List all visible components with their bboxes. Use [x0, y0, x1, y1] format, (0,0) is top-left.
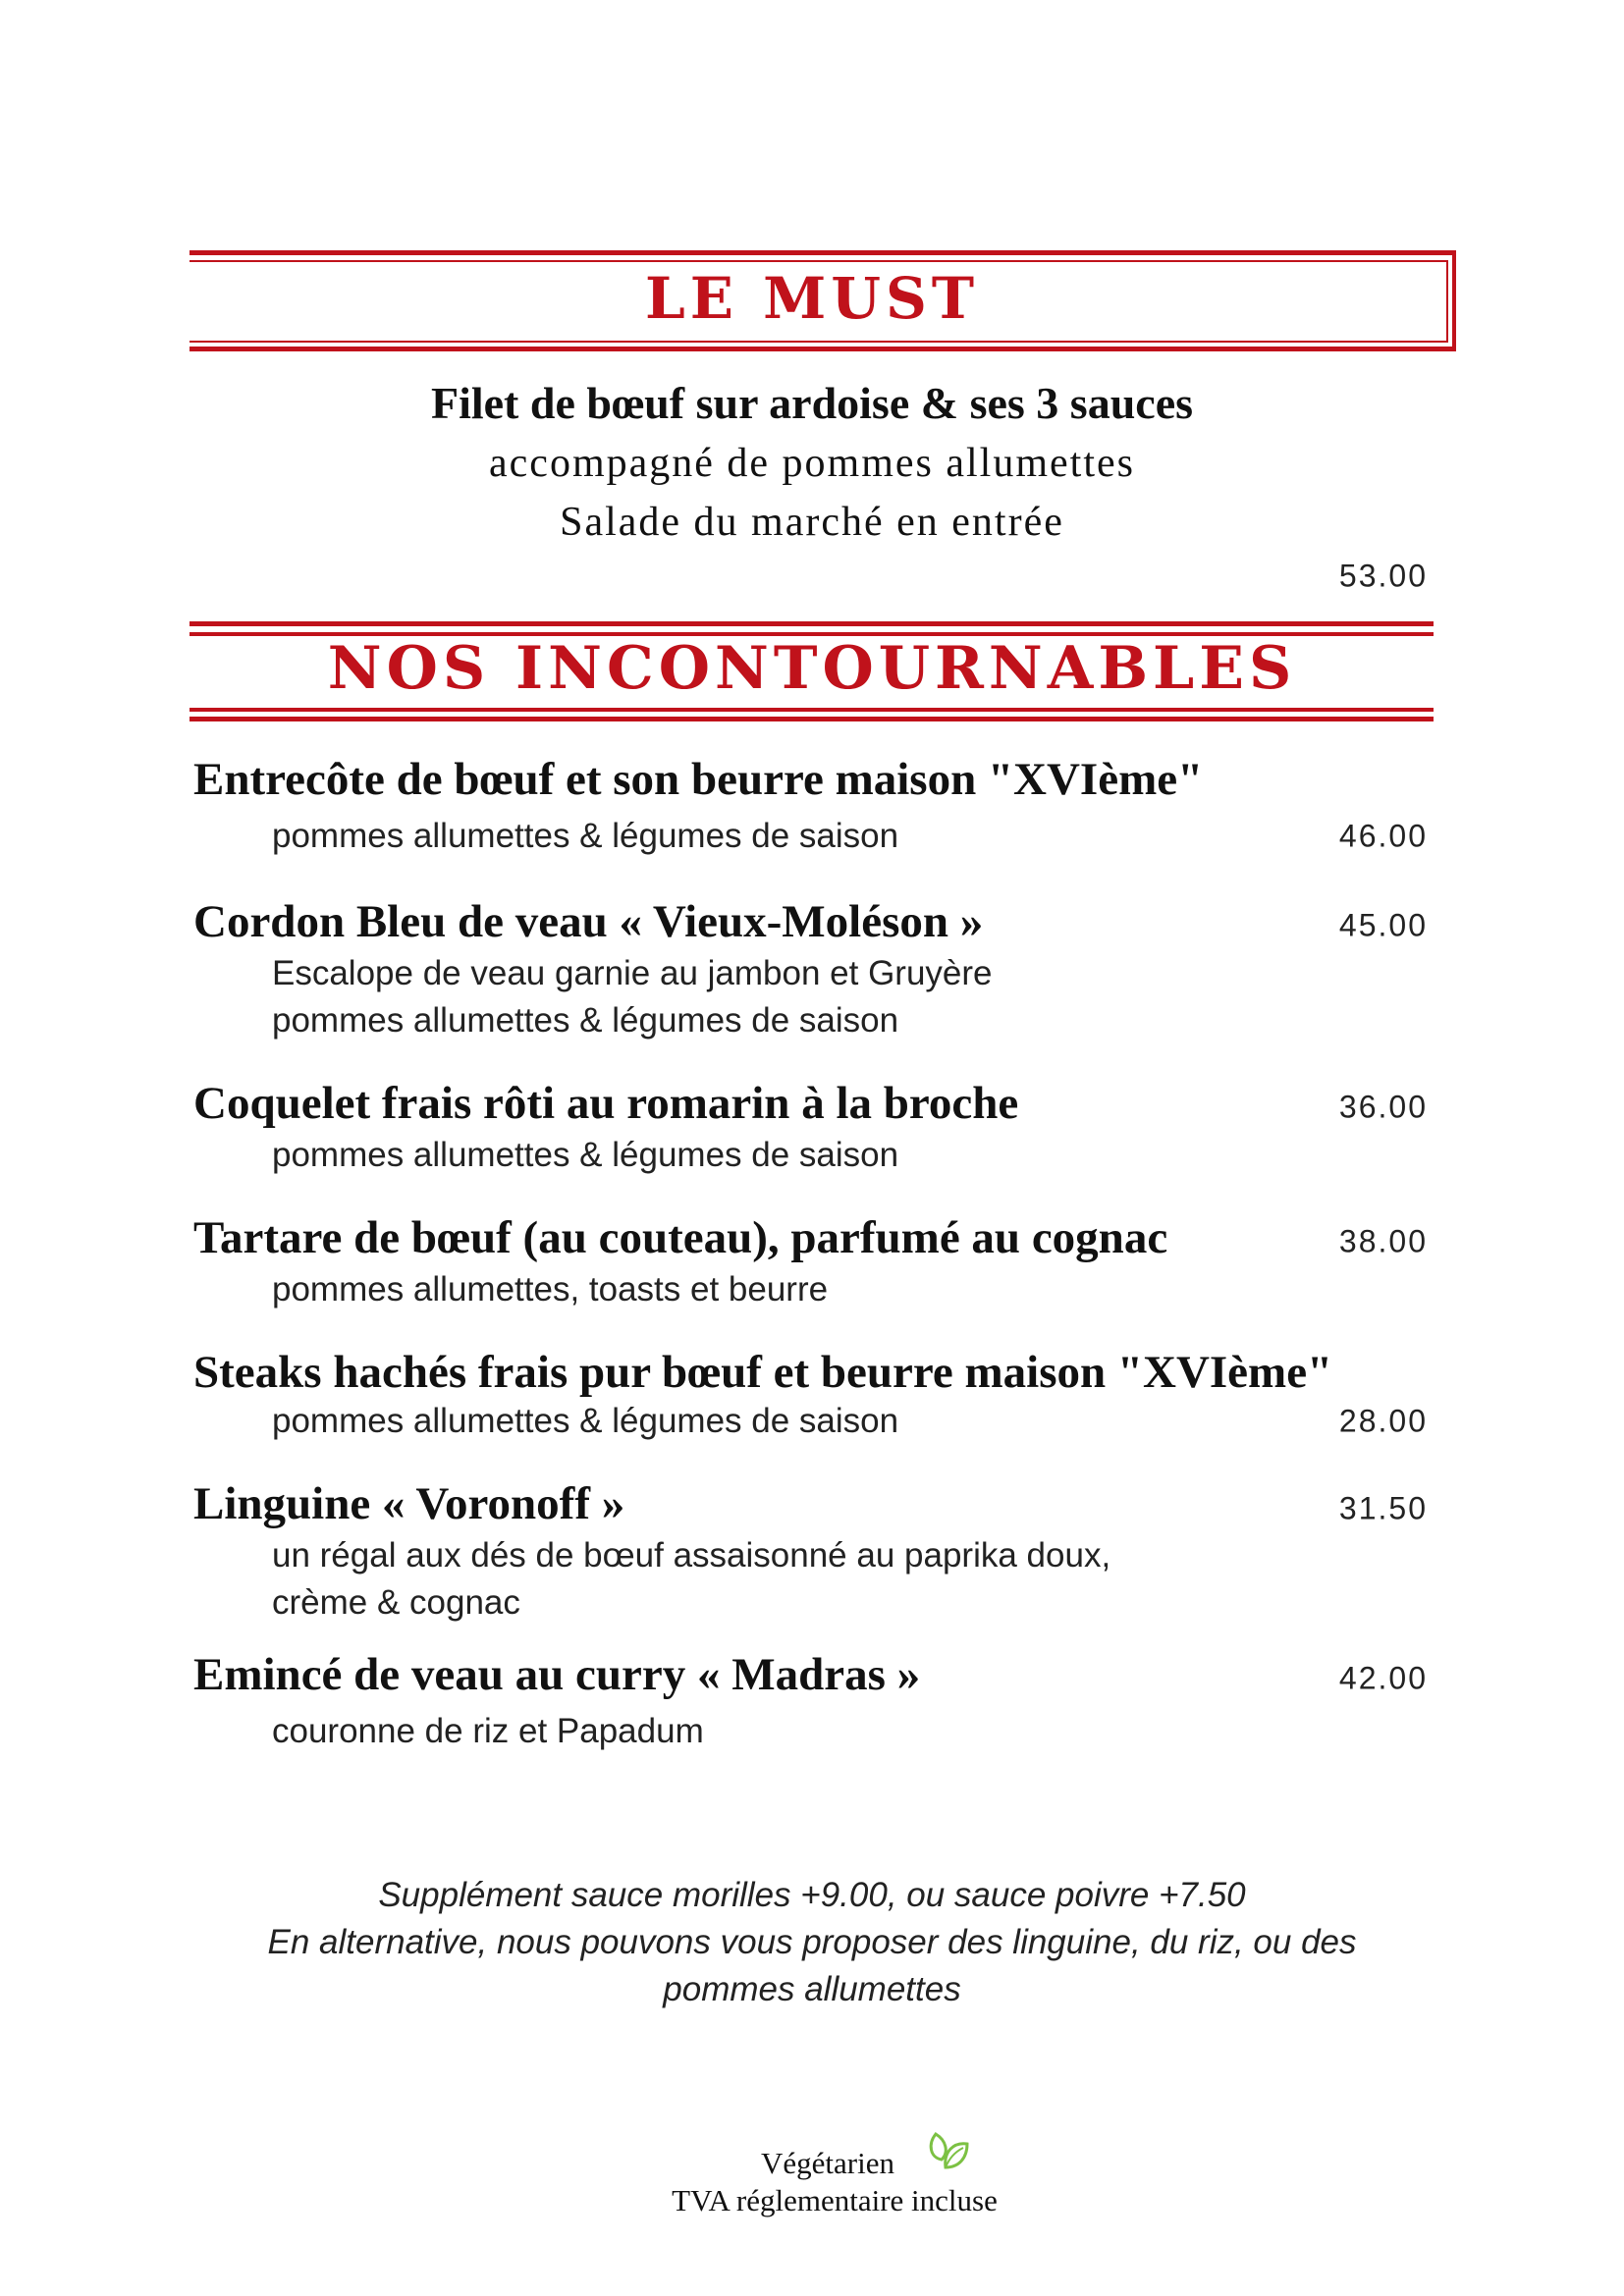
item-price: 31.50 — [1338, 1490, 1428, 1526]
item-price: 42.00 — [1338, 1660, 1428, 1696]
item-price: 38.00 — [1338, 1223, 1428, 1259]
item-price: 46.00 — [1338, 818, 1428, 854]
item-desc: un régal aux dés de bœuf assaisonné au paprika doux, — [272, 1536, 1111, 1575]
footer-note: En alternative, nous pouvons vous proposer des linguine, du riz, ou des — [267, 1923, 1357, 1961]
item-price: 36.00 — [1338, 1089, 1428, 1125]
divider — [189, 708, 1434, 712]
divider — [189, 341, 1448, 343]
must-title: Filet de bœuf sur ardoise & ses 3 sauces — [430, 378, 1194, 428]
divider — [189, 347, 1456, 351]
item-title: Coquelet frais rôti au romarin à la broche — [193, 1078, 1019, 1129]
item-desc: pommes allumettes & légumes de saison — [272, 1001, 899, 1040]
item-title: Steaks hachés frais pur bœuf et beurre maison "XVIème" — [193, 1347, 1333, 1398]
item-desc: couronne de riz et Papadum — [272, 1712, 704, 1750]
item-title: Tartare de bœuf (au couteau), parfumé au cognac — [193, 1212, 1168, 1263]
item-desc: Escalope de veau garnie au jambon et Gruyère — [272, 954, 993, 992]
vegetarian-label: Végétarien — [761, 2146, 894, 2180]
section-title: NOS INCONTOURNABLES — [327, 634, 1297, 703]
divider — [189, 260, 1448, 262]
divider — [189, 250, 1456, 255]
must-desc: Salade du marché en entrée — [560, 500, 1064, 545]
vat-note: TVA réglementaire incluse — [672, 2183, 998, 2217]
footer-note: pommes allumettes — [663, 1970, 961, 2008]
item-title: Emincé de veau au curry « Madras » — [193, 1649, 921, 1700]
item-title: Entrecôte de bœuf et son beurre maison "XVIème" — [193, 754, 1204, 805]
divider — [189, 717, 1434, 721]
leaf-icon — [928, 2130, 971, 2173]
item-desc: pommes allumettes & légumes de saison — [272, 817, 899, 855]
footer-note: Supplément sauce morilles +9.00, ou sauce poivre +7.50 — [378, 1876, 1246, 1914]
must-desc: accompagné de pommes allumettes — [489, 441, 1135, 486]
item-desc: pommes allumettes, toasts et beurre — [272, 1270, 829, 1308]
section-title: LE MUST — [644, 265, 979, 332]
divider — [189, 621, 1434, 626]
must-price: 53.00 — [1338, 558, 1428, 594]
item-title: Cordon Bleu de veau « Vieux-Moléson » — [193, 896, 984, 947]
item-title: Linguine « Voronoff » — [193, 1478, 625, 1529]
item-desc: pommes allumettes & légumes de saison — [272, 1402, 899, 1440]
item-desc: pommes allumettes & légumes de saison — [272, 1136, 899, 1174]
item-price: 45.00 — [1338, 907, 1428, 943]
item-desc: crème & cognac — [272, 1583, 520, 1622]
item-price: 28.00 — [1338, 1403, 1428, 1439]
